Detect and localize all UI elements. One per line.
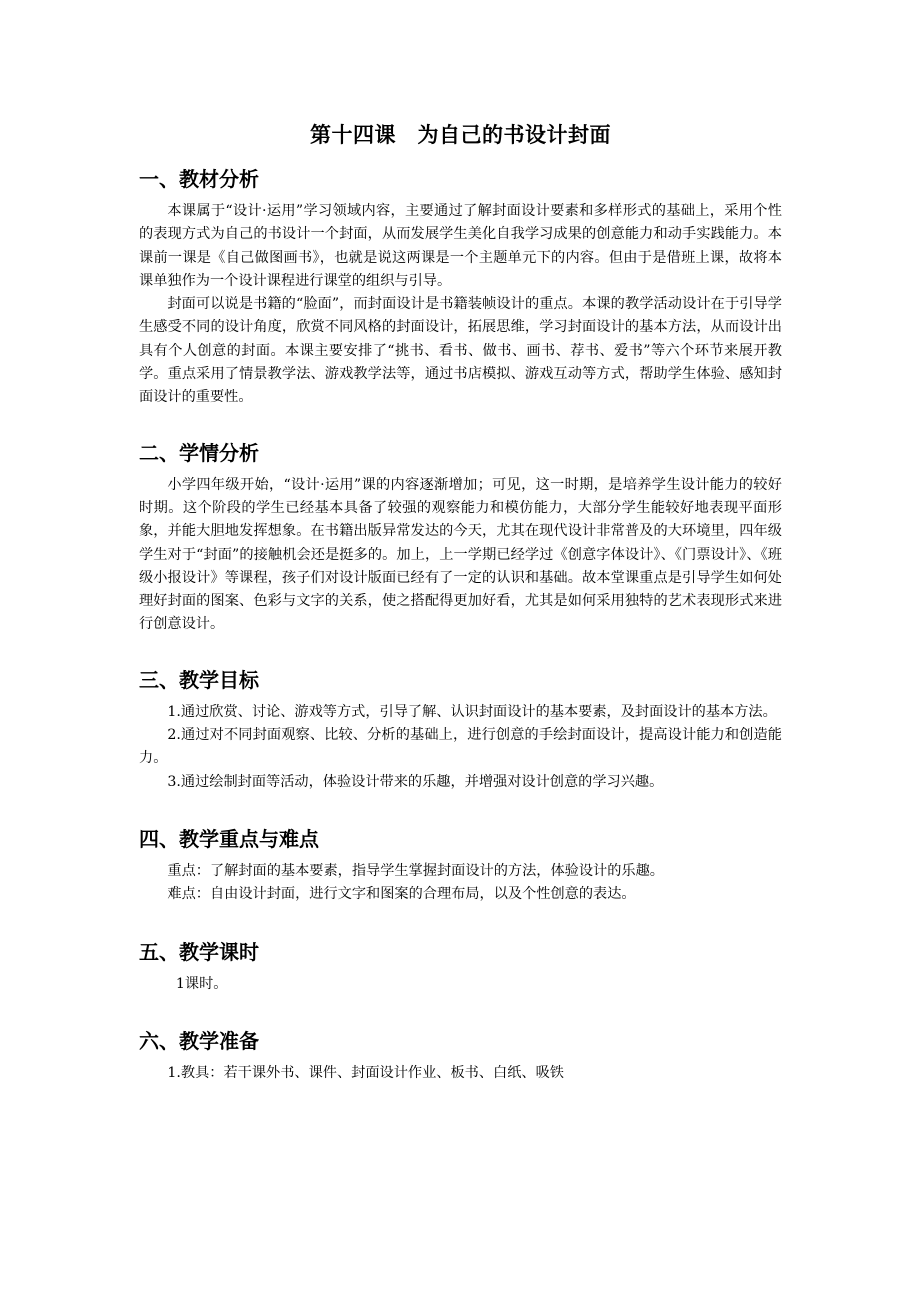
section-textbook-analysis xyxy=(139,164,782,410)
paragraph: 本课属于“设计·运用”学习领域内容，主要通过了解封面设计要素和多样形式的基础上，采用个性的表现方式为自己的书设计一个封面，从而发展学生美化自我学习成果的创意能力和动手实践能力。本课前一课是《自己做图画书》，也就是说这两课是一个主题单元下的内容。但由于是借班上课，故将本课单独作为一个设计课程进行课堂的组织与引导。 xyxy=(139,203,782,289)
section-preparation xyxy=(139,1026,782,1085)
spacer xyxy=(139,637,782,665)
spacer xyxy=(139,996,782,1026)
section-heading: 二、学情分析 xyxy=(139,440,259,465)
spacer xyxy=(139,410,782,438)
paragraph: 1课时。 xyxy=(175,975,228,992)
paragraph: 1.通过欣赏、讨论、游戏等方式，引导了解、认识封面设计的基本要素，及封面设计的基本方法。 xyxy=(167,703,777,720)
section-teaching-goals xyxy=(139,665,782,794)
section-heading: 五、教学课时 xyxy=(139,939,259,964)
paragraph: 难点：自由设计封面，进行文字和图案的合理布局，以及个性创意的表达。 xyxy=(167,886,636,903)
section-heading: 三、教学目标 xyxy=(139,667,259,692)
paragraph: 封面可以说是书籍的“脸面”，而封面设计是书籍装帧设计的重点。本课的教学活动设计在于引导学生感受不同的设计角度，欣赏不同风格的封面设计，拓展思维，学习封面设计的基本方法，从而设计出具有个人创意的封面。本课主要安排了“挑书、看书、做书、画书、荐书、爱书”等六个环节来展开教学。重点采用了情景教学法、游戏教学法等，通过书店模拟、游戏互动等方式，帮助学生体验、感知封面设计的重要性。 xyxy=(139,296,782,406)
paragraph: 2.通过对不同封面观察、比较、分析的基础上，进行创意的手绘封面设计，提高设计能力和创造能力。 xyxy=(139,727,782,767)
section-class-hours xyxy=(139,937,782,996)
section-heading: 六、教学准备 xyxy=(139,1028,259,1053)
paragraph: 重点：了解封面的基本要素，指导学生掌握封面设计的方法，体验设计的乐趣。 xyxy=(167,862,664,879)
section-heading: 一、教材分析 xyxy=(139,167,259,191)
spacer xyxy=(139,907,782,937)
section-heading: 四、教学重点与难点 xyxy=(139,826,319,851)
paragraph: 3.通过绘制封面等活动，体验设计带来的乐趣，并增强对设计创意的学习兴趣。 xyxy=(167,773,664,790)
paragraph: 小学四年级开始，“设计·运用”课的内容逐渐增加；可见，这一时期，是培养学生设计能力的较好时期。这个阶段的学生已经基本具备了较强的观察能力和模仿能力，大部分学生能较好地表现平面形象，并能大胆地发挥想象。在书籍出版异常发达的今天，尤其在现代设计非常普及的大环境里，四年级学生对于“封面”的接触机会还是挺多的。加上，上一学期已经学过《创意字体设计》、《门票设计》、《班级小报设计》等课程，孩子们对设计版面已经有了一定的认识和基础。故本堂课重点是引导学生如何处理好封面的图案、色彩与文字的关系，使之搭配得更加好看，尤其是如何采用独特的艺术表现形式来进行创意设计。 xyxy=(139,476,782,633)
section-key-points xyxy=(139,824,782,907)
section-student-analysis xyxy=(139,438,782,637)
spacer xyxy=(139,794,782,824)
document-title: 第十四课 为自己的书设计封面 xyxy=(310,123,611,147)
paragraph: 1.教具：若干课外书、课件、封面设计作业、板书、白纸、吸铁 xyxy=(167,1064,564,1081)
document-page xyxy=(139,118,782,1085)
